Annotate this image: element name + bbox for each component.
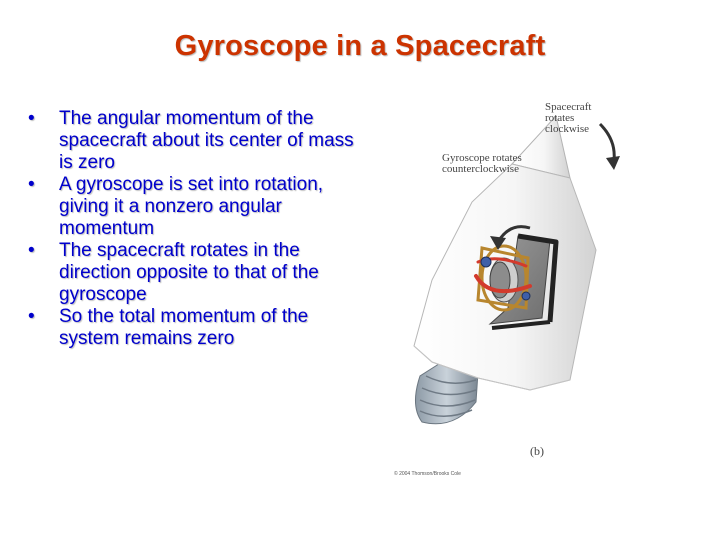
bullet-item	[28, 174, 368, 240]
slide-title: Gyroscope in a Spacecraft	[174, 30, 546, 62]
bullet-marker: •	[28, 108, 35, 129]
bullet-marker: •	[28, 306, 35, 327]
bullet-marker: •	[28, 174, 35, 195]
panel-label: (b)	[530, 444, 544, 458]
bullet-marker: •	[28, 240, 35, 261]
bullet-item	[28, 240, 368, 306]
bullet-text: A gyroscope is set into rotation, giving it a nonzero angular momentum	[59, 174, 324, 239]
bullet-text: So the total momentum of the system remains zero	[59, 306, 309, 349]
bullet-text: The angular momentum of the spacecraft about its center of mass is zero	[59, 108, 354, 173]
arrowhead-icon	[606, 156, 620, 170]
bullet-item	[28, 306, 368, 350]
spacecraft-figure	[380, 90, 620, 490]
clockwise-arrow-icon	[600, 124, 614, 160]
copyright-notice: © 2004 Thomson/Brooks Cole	[394, 471, 461, 477]
bullet-text: The spacecraft rotates in the direction opposite to that of the gyroscope	[59, 240, 319, 305]
gyroscope-rotation-label: Gyroscope rotates counterclockwise	[442, 152, 522, 175]
spacecraft-rotation-label: Spacecraft rotates clockwise	[545, 101, 592, 135]
spacecraft-illustration	[380, 90, 620, 490]
bullet-list	[28, 108, 368, 350]
bullet-item	[28, 108, 368, 174]
